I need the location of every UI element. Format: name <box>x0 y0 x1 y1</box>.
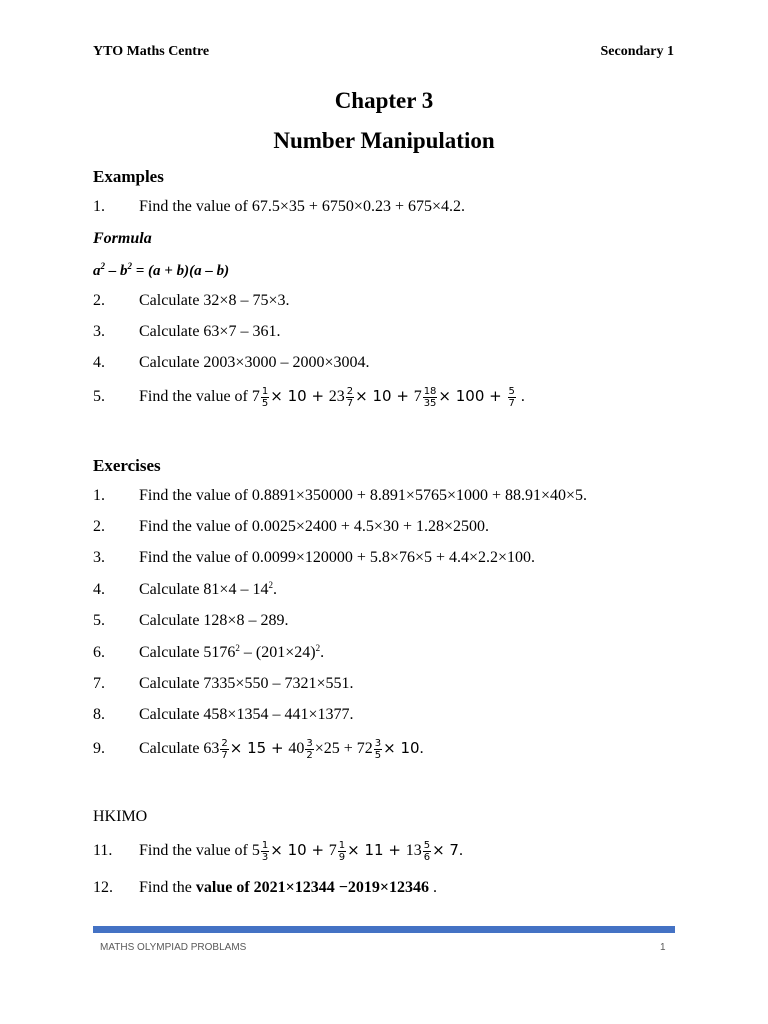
question-number: 5. <box>93 612 105 629</box>
example-3 <box>93 323 280 341</box>
question-number: 5. <box>93 388 105 406</box>
question-number: 3. <box>93 323 105 340</box>
mixed-number: 5 $\frac{1}{3}$ <box>251 840 269 863</box>
example-4 <box>93 354 369 372</box>
hkimo-question-12: 12. Find the value of 2021×12344 −2019×12346 . <box>93 879 438 896</box>
formula-difference-of-squares: $a^2 - b^2 = (a + b)(a - b)$ <box>93 261 230 279</box>
question-text: Calculate 2003×3000 – 2000×3004. <box>139 354 370 371</box>
mixed-number: 7 $\frac{18}{35}$ <box>413 386 437 409</box>
exercise-3 <box>93 549 535 567</box>
question-number: 7. <box>93 675 105 692</box>
question-text: Calculate 128×8 – 289. <box>139 612 289 629</box>
question-number: 6. <box>93 644 105 661</box>
exercise-1 <box>93 487 587 505</box>
fraction: $\frac{5}{7}$ <box>508 386 515 409</box>
example-1 <box>93 198 465 216</box>
question-number: 2. <box>93 292 105 309</box>
question-text: Calculate 32×8 – 75×3. <box>139 292 290 309</box>
hkimo-question-11: 11. Find the value of 5 $\frac{1}{3}$ × 10 + 7 $\frac{1}{9}$ × 11 + 13 $\frac{5}{6}$ × 7. <box>93 840 463 863</box>
hkimo-heading: HKIMO <box>93 808 148 825</box>
exercise-4: 4. Calculate $81\times 4 - 14^2$. <box>93 580 277 598</box>
exercise-5 <box>93 612 288 630</box>
question-number: 12. <box>93 879 113 896</box>
question-number: 3. <box>93 549 105 566</box>
question-text: Find the value of 67.5×35 + 6750×0.23 + 675×4.2. <box>139 198 465 215</box>
question-text: Calculate 63×7 – 361. <box>139 323 281 340</box>
mixed-number: 7 $\frac{1}{5}$ <box>251 386 269 409</box>
exercise-7 <box>93 675 353 693</box>
exercise-8 <box>93 706 353 724</box>
question-number: 11. <box>93 842 113 860</box>
page-title: Number Manipulation <box>273 128 495 153</box>
exercise-6: 6. Calculate $5176^2 - (201\times 24)^2$. <box>93 643 325 661</box>
mixed-number: 40 $\frac{3}{2}$ <box>288 738 313 761</box>
question-bold-text: value of 2021×12344 −2019×12346 <box>195 879 430 896</box>
formula-label: Formula <box>93 230 152 247</box>
header-level: Secondary 1 <box>600 44 674 59</box>
header-centre-name: YTO Maths Centre <box>93 44 210 59</box>
mixed-number: 23 $\frac{2}{7}$ <box>328 386 354 409</box>
page-number: 1 <box>660 942 666 953</box>
mixed-number: 72 $\frac{3}{5}$ <box>356 738 382 761</box>
example-2 <box>93 292 289 310</box>
footer-divider-bar <box>93 926 675 933</box>
question-number: 4. <box>93 354 105 371</box>
question-number: 4. <box>93 581 105 598</box>
question-number: 8. <box>93 706 105 723</box>
question-text: Calculate 5176 <box>139 644 236 661</box>
question-number: 2. <box>93 518 105 535</box>
question-text: Find the value of 0.0099×120000 + 5.8×76×5 + 4.4×2.2×100. <box>139 549 536 566</box>
exercise-9: 9. Calculate 63 $\frac{2}{7}$ × 15 + 40 $\frac{3}{2}$ ×25 + 72 $\frac{3}{5}$ × 10. <box>93 738 424 761</box>
mixed-number: 13 $\frac{5}{6}$ <box>405 840 431 863</box>
example-5: 5. Find the value of 7 $\frac{1}{5}$ × 10 + 23 $\frac{2}{7}$ × 10 + 7 $\frac{18}{35}$ × 100 + $\frac{5}{7}$ . <box>93 386 525 409</box>
question-text: Find the value of 0.8891×350000 + 8.891×5765×1000 + 88.91×40×5. <box>139 487 588 504</box>
question-text: Calculate 81×4 – 14 <box>139 581 269 598</box>
question-number: 1. <box>93 198 105 215</box>
exercise-2 <box>93 518 489 536</box>
examples-heading: Examples <box>93 167 164 186</box>
footer-title: MATHS OLYMPIAD PROBLAMS <box>100 942 247 953</box>
chapter-number: Chapter 3 <box>334 88 434 113</box>
mixed-number: 7 $\frac{1}{9}$ <box>328 840 346 863</box>
question-number: 9. <box>93 740 105 758</box>
question-text: Calculate 458×1354 – 441×1377. <box>139 706 354 723</box>
question-text: Calculate 7335×550 – 7321×551. <box>139 675 354 692</box>
mixed-number: 63 $\frac{2}{7}$ <box>203 738 228 761</box>
exercises-heading: Exercises <box>93 456 161 475</box>
question-text: Find the value of 0.0025×2400 + 4.5×30 + 1.28×2500. <box>139 518 489 535</box>
question-number: 1. <box>93 487 105 504</box>
